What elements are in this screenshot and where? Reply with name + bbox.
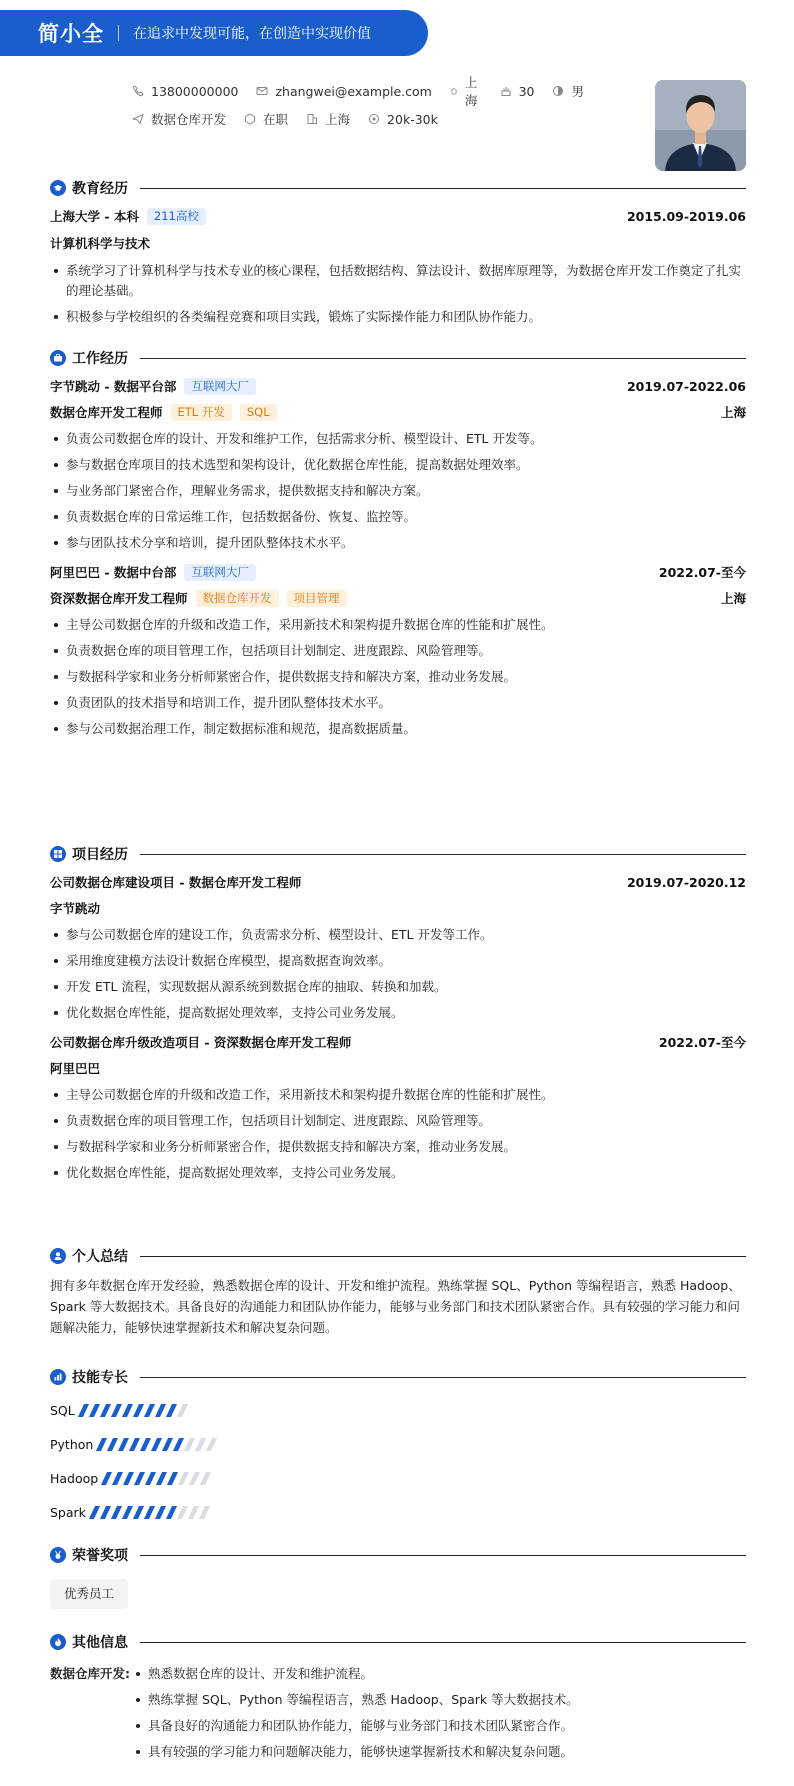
list-item: 参与公司数据治理工作，制定数据标准和规范，提高数据质量。 (50, 719, 746, 739)
skill-segment-filled (122, 1506, 133, 1519)
role-title: 资深数据仓库开发工程师 (50, 591, 188, 606)
company-tag: 互联网大厂 (184, 564, 256, 581)
other-info (50, 1664, 746, 1768)
skill-segment-empty (177, 1506, 188, 1519)
phone-icon (132, 85, 144, 97)
role-tag: 数据仓库开发 (196, 590, 279, 607)
skill-segment-filled (129, 1438, 140, 1451)
role-tag: SQL (240, 404, 277, 421)
mail-icon (256, 85, 268, 97)
skills-list (50, 1402, 746, 1520)
other-label: 数据仓库开发: (50, 1666, 130, 1681)
contact-salary: 20k-30k (368, 112, 438, 127)
skill-segment-empty (199, 1506, 210, 1519)
skill-item (50, 1436, 746, 1452)
skills-header (50, 1367, 746, 1387)
project-company-row (50, 1059, 746, 1077)
list-item: 负责数据仓库的日常运维工作，包括数据备份、恢复、监控等。 (50, 507, 746, 527)
section-title: 其他信息 (72, 1635, 128, 1651)
list-item: 熟悉数据仓库的设计、开发和维护流程。 (132, 1664, 746, 1684)
section-title: 个人总结 (72, 1249, 128, 1265)
work-bullets (50, 615, 746, 739)
list-item: 参与数据仓库项目的技术选型和架构设计，优化数据仓库性能，提高数据处理效率。 (50, 455, 746, 475)
section-title: 项目经历 (72, 847, 128, 863)
slogan: 在追求中发现可能，在创造中实现价值 (133, 26, 371, 42)
skill-segment-filled (166, 1404, 177, 1417)
skill-name: Spark (50, 1504, 86, 1520)
skill-segment-filled (107, 1438, 118, 1451)
work-header (50, 348, 746, 368)
role-row (50, 403, 746, 421)
skill-name: Hadoop (50, 1470, 99, 1486)
summary-section (50, 1246, 746, 1338)
list-item: 具备良好的沟通能力和团队协作能力，能够与业务部门和技术团队紧密合作。 (132, 1716, 746, 1736)
user-icon (50, 1248, 66, 1264)
other-section (50, 1632, 746, 1768)
skill-segment-filled (155, 1404, 166, 1417)
skill-segment-filled (100, 1506, 111, 1519)
gender-icon (552, 85, 564, 97)
section-divider (140, 854, 746, 855)
section-title: 工作经历 (72, 351, 128, 367)
list-item: 优化数据仓库性能，提高数据处理效率，支持公司业务发展。 (50, 1163, 746, 1183)
other-header (50, 1632, 746, 1652)
awards-list (50, 1579, 746, 1609)
cake-icon (500, 85, 512, 97)
skill-segment-filled (162, 1438, 173, 1451)
work-date: 2022.07-至今 (658, 565, 746, 580)
project-title: 公司数据仓库升级改造项目 - 资深数据仓库开发工程师 (50, 1035, 352, 1050)
projects-section (50, 844, 746, 1189)
contact-gender: 男 (552, 82, 584, 100)
header-divider (118, 25, 119, 41)
project-title: 公司数据仓库建设项目 - 数据仓库开发工程师 (50, 875, 302, 890)
list-item: 与业务部门紧密合作，理解业务需求，提供数据支持和解决方案。 (50, 481, 746, 501)
skill-segment-empty (177, 1404, 188, 1417)
skill-segment-empty (189, 1472, 200, 1485)
section-divider (140, 358, 746, 359)
contact-phone: 13800000000 (132, 84, 238, 99)
skill-level-bar (104, 1472, 214, 1485)
project-entry (50, 873, 746, 1023)
building-icon (306, 113, 318, 125)
flame-icon (50, 1634, 66, 1650)
coin-icon (368, 113, 380, 125)
skill-segment-empty (200, 1472, 211, 1485)
skill-segment-filled (167, 1472, 178, 1485)
contact-email: zhangwei@example.com (256, 84, 431, 99)
skill-segment-filled (173, 1438, 184, 1451)
education-section (50, 178, 746, 333)
skill-level-bar (92, 1506, 213, 1519)
skill-segment-empty (178, 1472, 189, 1485)
briefcase-icon (50, 350, 66, 366)
section-divider (140, 1377, 746, 1378)
role-title: 数据仓库开发工程师 (50, 405, 163, 420)
skill-segment-filled (133, 1506, 144, 1519)
skill-segment-filled (89, 1404, 100, 1417)
skill-segment-filled (111, 1506, 122, 1519)
school-name: 上海大学 - 本科 (50, 209, 139, 224)
work-location: 上海 (720, 591, 746, 606)
summary-header (50, 1246, 746, 1266)
skill-item (50, 1402, 746, 1418)
profile-photo (655, 80, 746, 171)
medal-icon (50, 1547, 66, 1563)
skill-segment-filled (156, 1472, 167, 1485)
list-item: 具有较强的学习能力和问题解决能力，能够快速掌握新技术和解决复杂问题。 (132, 1742, 746, 1762)
role-row (50, 589, 746, 607)
project-date: 2022.07-至今 (658, 1035, 746, 1050)
skill-segment-empty (184, 1438, 195, 1451)
section-divider (140, 1256, 746, 1257)
skill-segment-filled (96, 1438, 107, 1451)
list-item: 采用维度建模方法设计数据仓库模型，提高数据查询效率。 (50, 951, 746, 971)
skill-segment-filled (140, 1438, 151, 1451)
contact-city: 上海 (450, 73, 482, 109)
skill-segment-filled (111, 1404, 122, 1417)
list-item: 开发 ETL 流程，实现数据从源系统到数据仓库的抽取、转换和加载。 (50, 977, 746, 997)
list-item: 负责公司数据仓库的设计、开发和维护工作，包括需求分析、模型设计、ETL 开发等。 (50, 429, 746, 449)
list-item: 积极参与学校组织的各类编程竞赛和项目实践，锻炼了实际操作能力和团队协作能力。 (50, 307, 746, 327)
contact-target-city: 上海 (306, 110, 350, 128)
candidate-name: 简小全 (38, 22, 104, 46)
education-header (50, 178, 746, 198)
skill-segment-empty (188, 1506, 199, 1519)
project-bullets (50, 1085, 746, 1183)
contact-row-1 (132, 75, 602, 108)
project-company-row (50, 899, 746, 917)
skill-level-bar (81, 1404, 191, 1417)
major: 计算机科学与技术 (50, 236, 151, 251)
company-name: 字节跳动 - 数据平台部 (50, 379, 177, 394)
education-row (50, 207, 746, 225)
company-name: 阿里巴巴 - 数据中台部 (50, 565, 177, 580)
section-divider (140, 188, 746, 189)
skill-segment-filled (118, 1438, 129, 1451)
skill-segment-filled (133, 1404, 144, 1417)
skill-segment-empty (195, 1438, 206, 1451)
skill-name: Python (50, 1436, 94, 1452)
skill-segment-filled (144, 1506, 155, 1519)
list-item: 熟练掌握 SQL、Python 等编程语言，熟悉 Hadoop、Spark 等大数据技术。 (132, 1690, 746, 1710)
work-location: 上海 (720, 405, 746, 420)
project-title-row (50, 1033, 746, 1051)
awards-header (50, 1545, 746, 1565)
role-tag: ETL 开发 (171, 404, 232, 421)
list-item: 负责团队的技术指导和培训工作，提升团队整体技术水平。 (50, 693, 746, 713)
project-bullets (50, 925, 746, 1023)
skill-segment-filled (155, 1506, 166, 1519)
skill-segment-filled (144, 1404, 155, 1417)
skill-segment-filled (122, 1404, 133, 1417)
awards-section (50, 1545, 746, 1609)
skill-segment-filled (123, 1472, 134, 1485)
section-title: 教育经历 (72, 181, 128, 197)
award-chip: 优秀员工 (50, 1579, 128, 1609)
section-title: 荣誉奖项 (72, 1548, 128, 1564)
project-company: 字节跳动 (50, 901, 101, 916)
send-icon (132, 113, 144, 125)
skill-item (50, 1470, 746, 1486)
list-item: 与数据科学家和业务分析师紧密合作，提供数据支持和解决方案，推动业务发展。 (50, 1137, 746, 1157)
skills-section (50, 1367, 746, 1538)
work-bullets (50, 429, 746, 553)
contact-info (132, 75, 602, 139)
skill-segment-filled (78, 1404, 89, 1417)
list-item: 负责数据仓库的项目管理工作，包括项目计划制定、进度跟踪、风险管理等。 (50, 641, 746, 661)
list-item: 优化数据仓库性能，提高数据处理效率，支持公司业务发展。 (50, 1003, 746, 1023)
project-title-row (50, 873, 746, 891)
work-entry (50, 563, 746, 739)
skill-segment-empty (206, 1438, 217, 1451)
skill-name: SQL (50, 1402, 75, 1418)
chart-icon (50, 1369, 66, 1385)
skill-level-bar (99, 1438, 220, 1451)
major-row (50, 234, 746, 252)
company-row (50, 377, 746, 395)
skill-segment-filled (89, 1506, 100, 1519)
work-entry (50, 377, 746, 553)
list-item: 主导公司数据仓库的升级和改造工作，采用新技术和架构提升数据仓库的性能和扩展性。 (50, 1085, 746, 1105)
contact-age: 30 (500, 84, 535, 99)
project-entry (50, 1033, 746, 1183)
other-bullets (132, 1664, 746, 1768)
list-item: 参与团队技术分享和培训，提升团队整体技术水平。 (50, 533, 746, 553)
project-date: 2019.07-2020.12 (626, 874, 746, 890)
header-banner (0, 10, 428, 56)
section-divider (140, 1642, 746, 1643)
graduation-cap-icon (50, 180, 66, 196)
list-item: 参与公司数据仓库的建设工作，负责需求分析、模型设计、ETL 开发等工作。 (50, 925, 746, 945)
work-date: 2019.07-2022.06 (626, 378, 746, 394)
skill-segment-filled (112, 1472, 123, 1485)
contact-status: 在职 (244, 110, 288, 128)
section-title: 技能专长 (72, 1370, 128, 1386)
status-icon (244, 113, 256, 125)
skill-segment-filled (145, 1472, 156, 1485)
list-item: 系统学习了计算机科学与技术专业的核心课程，包括数据结构、算法设计、数据库原理等，为数据仓库开发工作奠定了扎实的理论基础。 (50, 261, 746, 301)
project-company: 阿里巴巴 (50, 1061, 101, 1076)
section-divider (140, 1555, 746, 1556)
skill-item (50, 1504, 746, 1520)
contact-row-2 (132, 111, 602, 127)
work-section (50, 348, 746, 745)
education-bullets (50, 261, 746, 327)
skill-segment-filled (166, 1506, 177, 1519)
skill-segment-filled (134, 1472, 145, 1485)
summary-text: 拥有多年数据仓库开发经验，熟悉数据仓库的设计、开发和维护流程。熟练掌握 SQL、Python 等编程语言，熟悉 Hadoop、Spark 等大数据技术。具备良好的沟通能力和团队协作能力，能够与业务部门和技术团队紧密合作。具有较强的学习能力和问题解决能力，能够快速掌握新技术和解决复杂问题。 (50, 1278, 741, 1335)
list-item: 与数据科学家和业务分析师紧密合作，提供数据支持和解决方案，推动业务发展。 (50, 667, 746, 687)
skill-segment-filled (100, 1404, 111, 1417)
grid-icon (50, 846, 66, 862)
list-item: 主导公司数据仓库的升级和改造工作，采用新技术和架构提升数据仓库的性能和扩展性。 (50, 615, 746, 635)
skill-segment-filled (151, 1438, 162, 1451)
projects-header (50, 844, 746, 864)
skill-segment-filled (101, 1472, 112, 1485)
education-date: 2015.09-2019.06 (626, 208, 746, 224)
home-icon (450, 85, 458, 97)
role-tag: 项目管理 (287, 590, 347, 607)
school-tag: 211高校 (147, 208, 206, 225)
list-item: 负责数据仓库的项目管理工作，包括项目计划制定、进度跟踪、风险管理等。 (50, 1111, 746, 1131)
company-tag: 互联网大厂 (184, 378, 256, 395)
contact-position: 数据仓库开发 (132, 110, 226, 128)
person-avatar-icon (655, 80, 746, 171)
company-row (50, 563, 746, 581)
